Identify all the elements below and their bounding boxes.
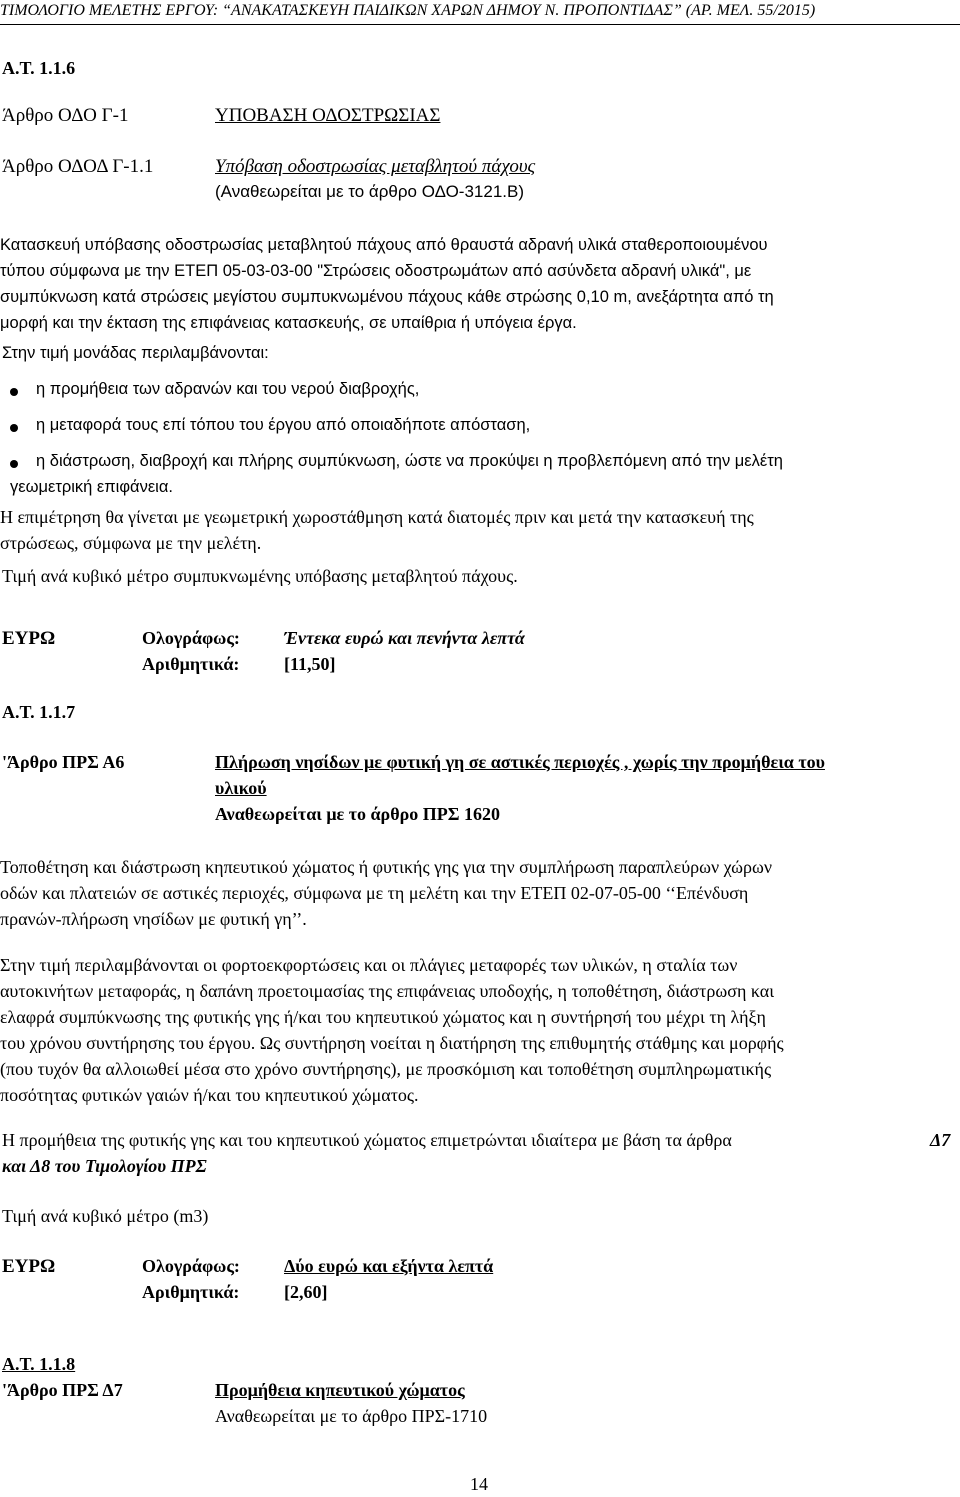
revision-note: Αναθεωρείται με το άρθρο ΠΡΣ 1620 (215, 804, 500, 824)
article-label: Άρθρο ΟΔΟ Γ-1 (2, 105, 129, 126)
description-line: τύπου σύμφωνα με την ΕΤΕΠ 05-03-03-00 "Στρώσεις οδοστρωμάτων από ασύνδετα αδρανή υλικά", με (0, 262, 752, 280)
numbers-value: [2,60] (284, 1282, 328, 1302)
item-code: Α.Τ. 1.1.8 (2, 1354, 76, 1374)
measurement-line: στρώσεως, σύμφωνα με την μελέτη. (0, 533, 262, 553)
includes-line: ποσότητας φυτικών γαιών ή/και του κηπευτικού χώματος. (0, 1085, 419, 1105)
supply-article-ref: Δ7 (930, 1130, 951, 1150)
numbers-value: [11,50] (284, 654, 336, 674)
description-line: Τοποθέτηση και διάστρωση κηπευτικού χώματος ή φυτικής γης για την συμπλήρωση παραπλεύρων χώρων (0, 857, 772, 877)
description-line: συμπύκνωση κατά στρώσεις μεγίστου συμπυκνωμένου πάχους κάθε στρώσης 0,10 m, ανεξάρτητα από τη (0, 288, 774, 306)
description-line: μορφή και την έκταση της επιφάνειας κατασκευής, σε υπαίθρια ή υπόγεια έργα. (0, 314, 577, 332)
words-value: Δύο ευρώ και εξήντα λεπτά (284, 1256, 494, 1276)
header-rule (0, 24, 960, 25)
currency-label: ΕΥΡΩ (2, 1256, 56, 1277)
article-title: Πλήρωση νησίδων με φυτική γη σε αστικές περιοχές , χωρίς την προμήθεια του (215, 752, 825, 772)
unit-price-text: Τιμή ανά κυβικό μέτρο (m3) (2, 1206, 209, 1226)
bullet-item: η μεταφορά τους επί τόπου του έργου από οποιαδήποτε απόσταση, (36, 416, 531, 434)
measurement-line: Η επιμέτρηση θα γίνεται με γεωμετρική χωροστάθμηση κατά διατομές πριν και μετά την κατασκευή της (0, 507, 754, 527)
words-label: Ολογράφως: (142, 628, 240, 648)
includes-line: του χρόνου συντήρησης του έργου. Ως συντήρηση νοείται η διατήρηση της επιθυμητής στάθμης και μορφής (0, 1033, 784, 1053)
item2-includes (0, 952, 958, 1108)
numbers-label: Αριθμητικά: (142, 654, 240, 674)
article-label: 'Άρθρο ΠΡΣ Α6 (2, 752, 125, 772)
words-value: Έντεκα ευρώ και πενήντα λεπτά (284, 628, 525, 648)
article-label: 'Άρθρο ΠΡΣ Δ7 (2, 1380, 123, 1400)
bullet-icon (10, 388, 18, 396)
item1-description (0, 232, 958, 336)
includes-line: αυτοκινήτων μεταφοράς, η δαπάνη προετοιμασίας της επιφάνειας υποδοχής, η τοποθέτηση, διάστρωση και (0, 981, 775, 1001)
includes-line: ελαφρά συμπύκνωσης της φυτικής γης ή/και του κηπευτικού χώματος και η συντήρησή του μέχρι τη λήξη (0, 1007, 766, 1027)
bullet-continuation: γεωμετρική επιφάνεια. (10, 478, 173, 496)
bullet-item: η διάστρωση, διαβροχή και πλήρης συμπύκνωση, ώστε να προκύψει η προβλεπόμενη από την μελέτη (36, 452, 783, 470)
description-line: οδών και πλατειών σε αστικές περιοχές, σύμφωνα με τη μελέτη και την ΕΤΕΠ 02-07-05-00 ‘‘Επένδυση (0, 883, 749, 903)
includes-intro: Στην τιμή μονάδας περιλαμβάνονται: (2, 344, 269, 362)
article-title: ΥΠΟΒΑΣΗ ΟΔΟΣΤΡΩΣΙΑΣ (215, 105, 441, 126)
item-code: Α.Τ. 1.1.7 (2, 702, 76, 722)
bullet-item: η προμήθεια των αδρανών και του νερού διαβροχής, (36, 380, 420, 398)
article-title-continued: υλικού (215, 778, 267, 798)
numbers-label: Αριθμητικά: (142, 1282, 240, 1302)
page-number: 14 (470, 1474, 488, 1494)
includes-line: (που τυχόν θα αλλοιωθεί μέσα στο χρόνο συντήρησης), με προσκόμιση και τοποθέτηση συμπληρωματικής (0, 1059, 772, 1079)
revision-note: (Αναθεωρείται με το άρθρο ΟΔΟ-3121.Β) (215, 182, 524, 201)
bullet-icon (10, 460, 18, 468)
revision-note: Αναθεωρείται με το άρθρο ΠΡΣ-1710 (215, 1406, 488, 1426)
item-code: Α.Τ. 1.1.6 (2, 58, 76, 78)
article-title: Προμήθεια κηπευτικού χώματος (215, 1380, 465, 1400)
item2-description (0, 854, 958, 932)
includes-line: Στην τιμή περιλαμβάνονται οι φορτοεκφορτώσεις και οι πλάγιες μεταφορές των υλικών, η σταλία των (0, 955, 738, 975)
unit-price-text: Τιμή ανά κυβικό μέτρο συμπυκνωμένης υπόβασης μεταβλητού πάχους. (2, 566, 518, 586)
bullet-icon (10, 424, 18, 432)
description-line: Κατασκευή υπόβασης οδοστρωσίας μεταβλητού πάχους από θραυστά αδρανή υλικά σταθεροποιουμένου (0, 236, 768, 254)
measurement-text (0, 504, 958, 556)
currency-label: ΕΥΡΩ (2, 628, 56, 649)
sub-article-label: Άρθρο ΟΔΟΔ Γ-1.1 (2, 156, 154, 177)
supply-text: Η προμήθεια της φυτικής γης και του κηπευτικού χώματος επιμετρώνται ιδιαίτερα με βάση τα άρθρα (2, 1130, 732, 1150)
supply-text-continued: και Δ8 του Τιμολογίου ΠΡΣ (2, 1156, 207, 1176)
description-line: πρανών-πλήρωση νησίδων με φυτική γη’’. (0, 909, 307, 929)
sub-article-title: Υπόβαση οδοστρωσίας μεταβλητού πάχους (215, 156, 536, 177)
words-label: Ολογράφως: (142, 1256, 240, 1276)
document-header: ΤΙΜΟΛΟΓΙΟ ΜΕΛΕΤΗΣ ΕΡΓΟΥ: “ΑΝΑΚΑΤΑΣΚΕΥΗ ΠΑΙΔΙΚΩΝ ΧΑΡΩΝ ΔΗΜΟΥ Ν. ΠΡΟΠΟΝΤΙΔΑΣ” (ΑΡ. ΜΕΛ. 55/2015) (0, 2, 816, 19)
